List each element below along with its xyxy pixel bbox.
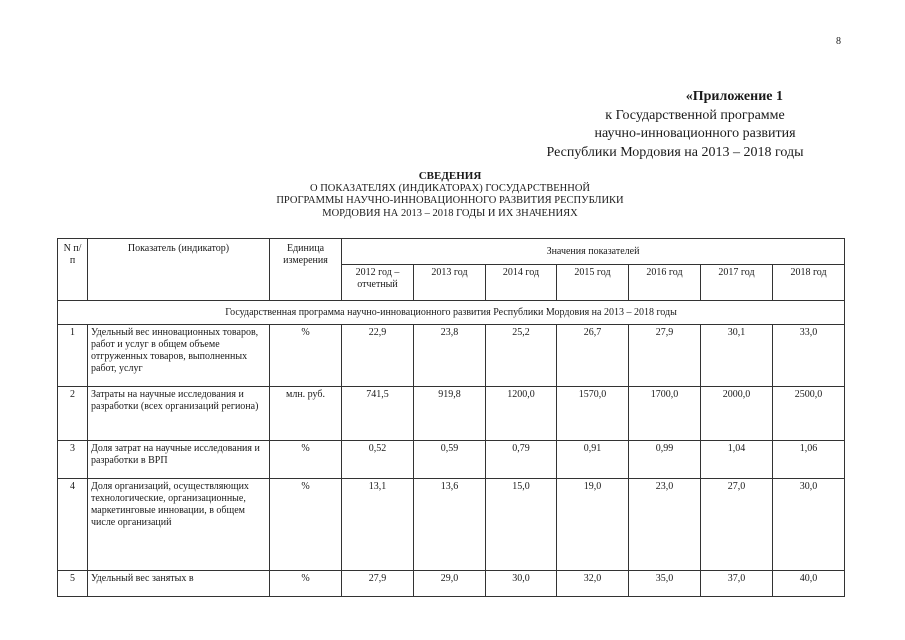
row-indicator: Доля затрат на научные исследования и разработки в ВРП bbox=[88, 441, 270, 479]
header-indicator: Показатель (индикатор) bbox=[88, 239, 270, 301]
row-indicator: Затраты на научные исследования и разработки (всех организаций региона) bbox=[88, 387, 270, 441]
row-value: 1570,0 bbox=[557, 387, 629, 441]
row-value: 19,0 bbox=[557, 479, 629, 571]
appendix-title: «Приложение 1 bbox=[685, 89, 783, 104]
header-year: 2014 год bbox=[486, 265, 557, 301]
heading-line: ПРОГРАММЫ НАУЧНО-ИННОВАЦИОННОГО РАЗВИТИЯ РЕСПУБЛИКИ bbox=[276, 195, 624, 206]
appendix-line: научно-инновационного развития bbox=[594, 126, 796, 141]
row-value: 1,04 bbox=[701, 441, 773, 479]
header-values: Значения показателей bbox=[342, 239, 845, 265]
row-value: 26,7 bbox=[557, 325, 629, 387]
row-value: 32,0 bbox=[557, 571, 629, 597]
appendix-line: к Государственной программе bbox=[605, 107, 785, 123]
row-value: 30,1 bbox=[701, 325, 773, 387]
row-value: 30,0 bbox=[773, 479, 845, 571]
row-value: 1700,0 bbox=[629, 387, 701, 441]
header-year: 2012 год – отчетный bbox=[342, 265, 414, 301]
row-num: 5 bbox=[58, 571, 88, 597]
row-indicator: Удельный вес занятых в bbox=[88, 571, 270, 597]
row-unit: % bbox=[270, 441, 342, 479]
row-value: 29,0 bbox=[414, 571, 486, 597]
row-num: 2 bbox=[58, 387, 88, 441]
header-year: 2018 год bbox=[773, 265, 845, 301]
row-value: 0,52 bbox=[342, 441, 414, 479]
row-value: 30,0 bbox=[486, 571, 557, 597]
row-value: 1200,0 bbox=[486, 387, 557, 441]
heading-line: О ПОКАЗАТЕЛЯХ (ИНДИКАТОРАХ) ГОСУДАРСТВЕННОЙ bbox=[310, 182, 590, 194]
row-value: 0,79 bbox=[486, 441, 557, 479]
row-unit: млн. руб. bbox=[270, 387, 342, 441]
table-row bbox=[58, 387, 845, 441]
row-value: 33,0 bbox=[773, 325, 845, 387]
row-value: 1,06 bbox=[773, 441, 845, 479]
row-unit: % bbox=[270, 325, 342, 387]
header-year: 2015 год bbox=[557, 265, 629, 301]
header-unit: Единица измерения bbox=[270, 239, 342, 301]
row-value: 37,0 bbox=[701, 571, 773, 597]
row-value: 27,9 bbox=[342, 571, 414, 597]
row-value: 2000,0 bbox=[701, 387, 773, 441]
row-value: 0,99 bbox=[629, 441, 701, 479]
row-value: 741,5 bbox=[342, 387, 414, 441]
row-value: 22,9 bbox=[342, 325, 414, 387]
row-unit: % bbox=[270, 479, 342, 571]
header-year: 2017 год bbox=[701, 265, 773, 301]
row-unit: % bbox=[270, 571, 342, 597]
page-number: 8 bbox=[836, 36, 841, 47]
appendix-block bbox=[515, 88, 835, 162]
table-row bbox=[58, 441, 845, 479]
row-value: 2500,0 bbox=[773, 387, 845, 441]
row-value: 0,91 bbox=[557, 441, 629, 479]
row-value: 23,0 bbox=[629, 479, 701, 571]
document-heading bbox=[180, 170, 720, 220]
table-row bbox=[58, 325, 845, 387]
section-title: Государственная программа научно-инновационного развития Республики Мордовия на 2013 – 2018 годы bbox=[58, 301, 845, 325]
heading-line: МОРДОВИЯ НА 2013 – 2018 ГОДЫ И ИХ ЗНАЧЕНИЯХ bbox=[322, 207, 578, 219]
row-indicator: Доля организаций, осуществляющих технологические, организационные, маркетинговые инновации, в общем числе организаций bbox=[88, 479, 270, 571]
header-num: N п/п bbox=[58, 239, 88, 301]
header-year: 2013 год bbox=[414, 265, 486, 301]
appendix-line: Республики Мордовия на 2013 – 2018 годы bbox=[546, 144, 804, 160]
row-value: 25,2 bbox=[486, 325, 557, 387]
heading-title: СВЕДЕНИЯ bbox=[418, 170, 482, 182]
row-value: 13,1 bbox=[342, 479, 414, 571]
row-num: 1 bbox=[58, 325, 88, 387]
row-value: 13,6 bbox=[414, 479, 486, 571]
row-value: 27,9 bbox=[629, 325, 701, 387]
header-year: 2016 год bbox=[629, 265, 701, 301]
row-num: 4 bbox=[58, 479, 88, 571]
row-value: 23,8 bbox=[414, 325, 486, 387]
row-value: 15,0 bbox=[486, 479, 557, 571]
row-value: 35,0 bbox=[629, 571, 701, 597]
row-value: 919,8 bbox=[414, 387, 486, 441]
table-row bbox=[58, 479, 845, 571]
indicators-table bbox=[57, 238, 845, 597]
row-num: 3 bbox=[58, 441, 88, 479]
row-value: 27,0 bbox=[701, 479, 773, 571]
row-value: 40,0 bbox=[773, 571, 845, 597]
row-indicator: Удельный вес инновационных товаров, работ и услуг в общем объеме отгруженных товаров, выполненных работ, услуг bbox=[88, 325, 270, 387]
row-value: 0,59 bbox=[414, 441, 486, 479]
table-row bbox=[58, 571, 845, 597]
